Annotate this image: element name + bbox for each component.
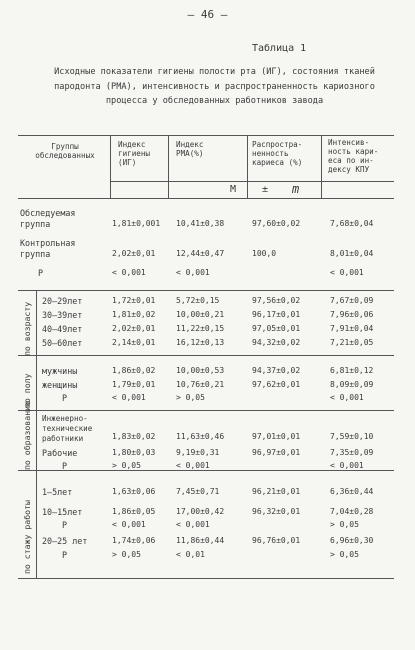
table-label: Таблица 1: [252, 43, 307, 54]
cell-prevalence: 96,97±0,01: [252, 448, 301, 457]
row-label: женщины: [42, 380, 78, 390]
row-label: Контрольная группа: [20, 238, 76, 259]
cell-ig: 1,86±0,02: [112, 366, 156, 375]
cell-pma: 16,12±0,13: [176, 338, 225, 347]
cell-prevalence: 100,0: [252, 249, 277, 258]
cell-prevalence: 94,37±0,02: [252, 366, 301, 375]
stat-mean: М: [230, 184, 237, 195]
cell-prevalence: 97,01±0,01: [252, 432, 301, 441]
cell-pma: 10,00±0,21: [176, 310, 225, 319]
row-label: P: [62, 520, 68, 530]
cell-kpu: 8,01±0,04: [330, 249, 374, 258]
table-caption: Исходные показатели гигиены полости рта (ИГ), состояния тканей пародонта (РМА), интенсивность и распространенность кариозного процесса у обследованных работников завода: [54, 67, 375, 106]
section-rule-exp: [18, 470, 394, 471]
cell-ig: 1,79±0,01: [112, 380, 156, 389]
cell-prevalence: 97,60±0,02: [252, 219, 301, 228]
cell-ig: 1,63±0,06: [112, 487, 156, 496]
cell-pma: > 0,05: [176, 393, 205, 402]
cell-ig: 1,74±0,06: [112, 536, 156, 545]
col-divider-3: [247, 135, 248, 198]
cell-pma: < 0,001: [176, 268, 210, 277]
row-label: 50–60лет: [42, 338, 83, 348]
section-rule-age: [18, 290, 394, 291]
cell-pma: < 0,001: [176, 520, 210, 529]
side-label-experience: по стажу работы: [22, 500, 32, 574]
row-label: P: [62, 461, 68, 471]
header-pma: Индекс РМА(%): [176, 140, 204, 158]
col-divider-2: [168, 135, 169, 198]
cell-kpu: 7,59±0,10: [330, 432, 374, 441]
header-ig: Индекс гигиены (ИГ): [118, 140, 151, 167]
col-divider-1: [110, 135, 111, 198]
cell-pma: 11,63±0,46: [176, 432, 225, 441]
cell-kpu: 7,96±0,06: [330, 310, 374, 319]
row-label: 40–49лет: [42, 324, 83, 334]
col-divider-4: [321, 135, 322, 198]
cell-pma: 11,86±0,44: [176, 536, 225, 545]
cell-prevalence: 96,17±0,01: [252, 310, 301, 319]
cell-pma: 5,72±0,15: [176, 296, 220, 305]
cell-pma: < 0,01: [176, 550, 205, 559]
cell-ig: 1,81±0,001: [112, 219, 161, 228]
cell-kpu: 7,68±0,04: [330, 219, 374, 228]
stat-plus-minus: ±: [262, 184, 269, 195]
cell-ig: > 0,05: [112, 550, 141, 559]
row-label: Инженерно- технические работники: [42, 414, 93, 443]
cell-kpu: < 0,001: [330, 268, 364, 277]
cell-ig: 1,72±0,01: [112, 296, 156, 305]
cell-pma: 17,00±0,42: [176, 507, 225, 516]
cell-prevalence: 94,32±0,02: [252, 338, 301, 347]
stat-sem: m: [292, 182, 300, 196]
cell-kpu: > 0,05: [330, 550, 359, 559]
cell-kpu: 7,21±0,05: [330, 338, 374, 347]
cell-ig: < 0,001: [112, 393, 146, 402]
cell-pma: 11,22±0,15: [176, 324, 225, 333]
cell-prevalence: 97,62±0,01: [252, 380, 301, 389]
cell-pma: 10,76±0,21: [176, 380, 225, 389]
cell-ig: > 0,05: [112, 461, 141, 470]
cell-kpu: 8,09±0,09: [330, 380, 374, 389]
cell-kpu: 6,36±0,44: [330, 487, 374, 496]
section-rule-sex: [18, 355, 394, 356]
cell-kpu: 7,91±0,04: [330, 324, 374, 333]
row-label: мужчины: [42, 366, 78, 376]
cell-prevalence: 96,21±0,01: [252, 487, 301, 496]
cell-kpu: 6,96±0,30: [330, 536, 374, 545]
cell-kpu: 7,04±0,28: [330, 507, 374, 516]
side-label-age: по возрасту: [22, 301, 32, 356]
row-label: 1–5лет: [42, 487, 73, 497]
cell-ig: 1,86±0,05: [112, 507, 156, 516]
cell-pma: 12,44±0,47: [176, 249, 225, 258]
row-label: Рабочие: [42, 448, 78, 458]
header-prevalence: Распростра- ненность кариеса (%): [252, 140, 303, 167]
cell-ig: 1,83±0,02: [112, 432, 156, 441]
table-top-rule: [18, 135, 394, 136]
cell-pma: 7,45±0,71: [176, 487, 220, 496]
row-label: P: [38, 268, 44, 278]
cell-pma: < 0,001: [176, 461, 210, 470]
row-label: Обследуемая группа: [20, 208, 76, 229]
cell-ig: 1,80±0,03: [112, 448, 156, 457]
cell-prevalence: 97,05±0,01: [252, 324, 301, 333]
cell-pma: 10,00±0,53: [176, 366, 225, 375]
cell-ig: 2,02±0,01: [112, 249, 156, 258]
row-label: 30–39лет: [42, 310, 83, 320]
cell-prevalence: 97,56±0,02: [252, 296, 301, 305]
cell-kpu: 7,35±0,09: [330, 448, 374, 457]
table-bottom-rule: [18, 578, 394, 579]
cell-ig: 2,02±0,01: [112, 324, 156, 333]
table-header-rule: [18, 198, 394, 199]
cell-ig: < 0,001: [112, 268, 146, 277]
row-label: P: [62, 393, 68, 403]
cell-ig: 2,14±0,01: [112, 338, 156, 347]
cell-ig: 1,81±0,02: [112, 310, 156, 319]
cell-kpu: < 0,001: [330, 461, 364, 470]
row-label: 20–29лет: [42, 296, 83, 306]
header-groups: Группы обследованных: [35, 142, 95, 160]
side-label-divider: [36, 290, 37, 578]
stats-rule: [110, 181, 394, 182]
cell-kpu: 7,67±0,09: [330, 296, 374, 305]
header-intensity: Интенсив- ность кари- еса по ин- дексу КПУ: [328, 138, 379, 174]
row-label: P: [62, 550, 68, 560]
cell-pma: 9,19±0,31: [176, 448, 220, 457]
cell-pma: 10,41±0,38: [176, 219, 225, 228]
side-label-sex: по полу: [22, 373, 32, 408]
side-label-education: по образованию: [22, 400, 32, 470]
cell-kpu: 6,81±0,12: [330, 366, 374, 375]
page-number: – 46 –: [187, 8, 228, 21]
cell-kpu: > 0,05: [330, 520, 359, 529]
section-rule-edu: [18, 410, 394, 411]
cell-ig: < 0,001: [112, 520, 146, 529]
cell-prevalence: 96,76±0,01: [252, 536, 301, 545]
cell-kpu: < 0,001: [330, 393, 364, 402]
row-label: 20–25 лет: [42, 536, 88, 546]
cell-prevalence: 96,32±0,01: [252, 507, 301, 516]
row-label: 10–15лет: [42, 507, 83, 517]
